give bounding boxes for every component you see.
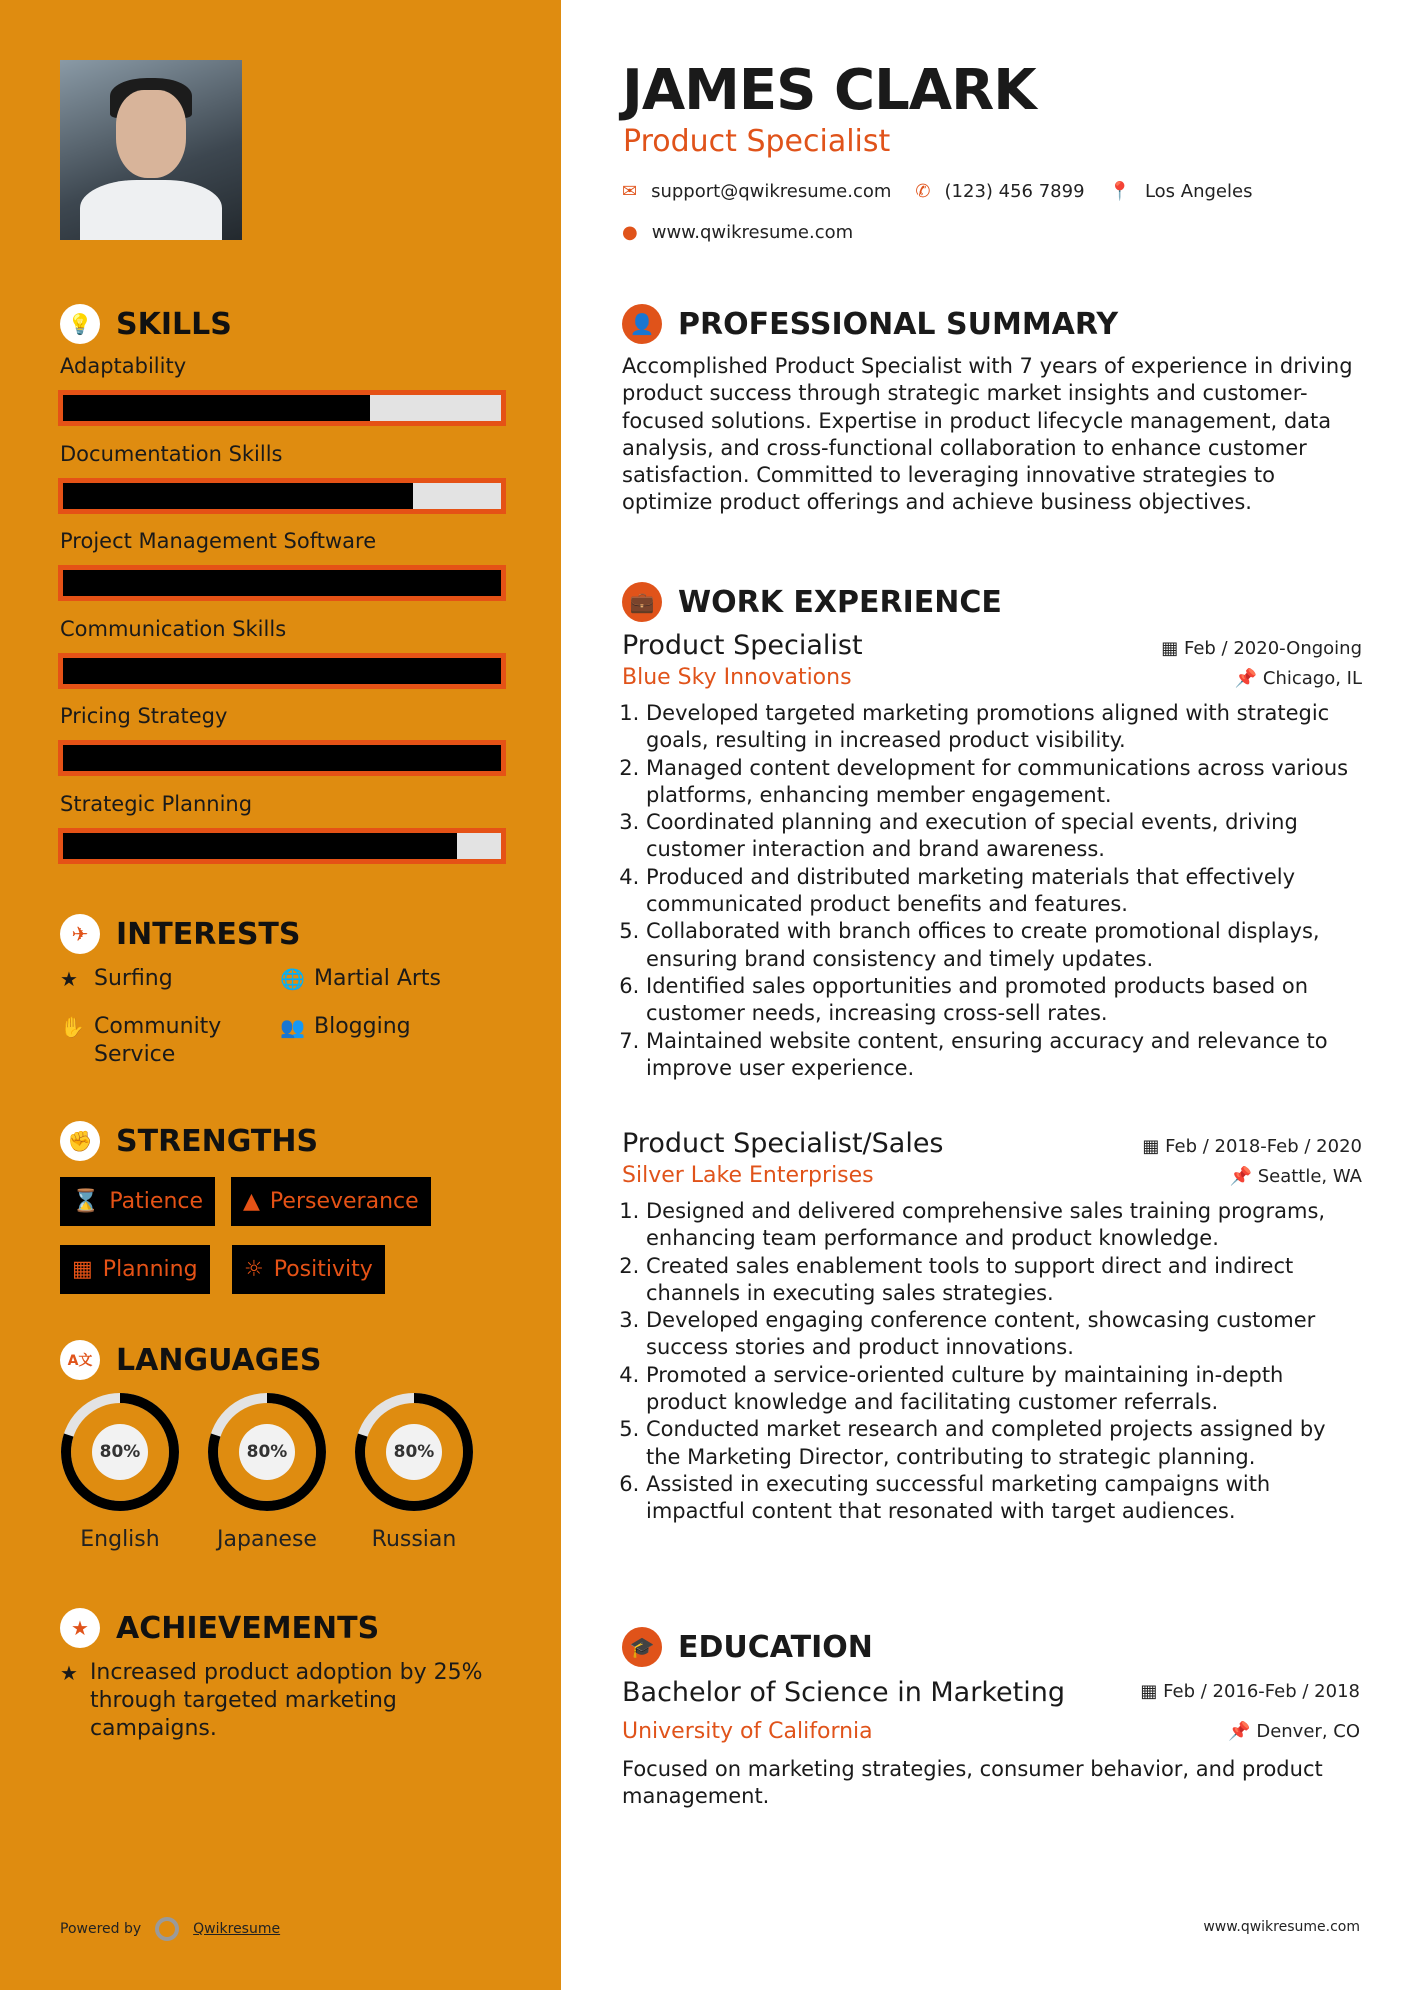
interest-item — [60, 1013, 260, 1069]
job-title: Product Specialist — [622, 630, 863, 661]
education-heading — [622, 1627, 873, 1667]
skill-label: Adaptability — [60, 354, 187, 378]
work-title: WORK EXPERIENCE — [678, 584, 1002, 620]
languages-title: LANGUAGES — [116, 1342, 322, 1378]
skill-item — [58, 704, 506, 776]
dates-text: Feb / 2018-Feb / 2020 — [1165, 1136, 1362, 1157]
job-bullet: 1. Designed and delivered comprehensive sales training programs, enhancing team performance and product knowledge. — [646, 1198, 1362, 1253]
pin-icon: 📌 — [1234, 668, 1263, 689]
strength-chip — [232, 1245, 385, 1294]
strength-label: Perseverance — [269, 1189, 419, 1214]
language-item — [354, 1392, 474, 1512]
interest-label: Community Service — [94, 1014, 222, 1067]
skill-item — [58, 792, 506, 864]
summary-title: PROFESSIONAL SUMMARY — [678, 306, 1119, 342]
achievement-text: Increased product adoption by 25% through targeted marketing campaigns. — [89, 1660, 483, 1741]
job-entry — [622, 630, 1362, 1082]
job-title: Product Specialist/Sales — [622, 1128, 944, 1159]
skill-track — [63, 658, 501, 684]
interest-item — [280, 965, 500, 993]
skill-label: Communication Skills — [60, 616, 287, 641]
work-heading — [622, 582, 1002, 622]
job-bullet: 6. Identified sales opportunities and promoted products based on customer needs, increasing cross-sell rates. — [646, 973, 1362, 1028]
job-dates — [1062, 638, 1362, 659]
phone-icon: ✆ — [915, 181, 931, 202]
language-label: Japanese — [217, 1527, 317, 1552]
website[interactable]: www.qwikresume.com — [651, 222, 854, 243]
footer-url[interactable]: www.qwikresume.com — [1203, 1919, 1360, 1935]
job-bullet: 1. Developed targeted marketing promotions aligned with strategic goals, resulting in increased product visibility. — [646, 700, 1362, 755]
interests-title: INTERESTS — [116, 916, 301, 952]
strength-label: Positivity — [273, 1257, 373, 1282]
achievements-title: ACHIEVEMENTS — [116, 1610, 380, 1646]
paper-plane-icon: ✈ — [60, 914, 100, 954]
graduation-cap-icon: 🎓 — [622, 1627, 662, 1667]
skill-bar — [58, 565, 506, 601]
skill-label: Project Management Software — [60, 529, 377, 554]
languages-heading — [60, 1340, 321, 1380]
globe-icon: ● — [622, 222, 638, 243]
skill-item — [58, 617, 506, 689]
skill-bar — [58, 653, 506, 689]
calendar-icon: ▦ — [1161, 638, 1184, 659]
hourglass-icon: ⌛ — [72, 1189, 100, 1214]
star-icon: ★ — [60, 1661, 78, 1685]
summary-text: Accomplished Product Specialist with 7 years of experience in driving product success through strategic market insights and customer-focused solutions. Expertise in product lifecycle management, data analysis, and cross-functional collaboration to enhance customer satisfaction. Committed to leveraging innovative strategies to optimize product offerings and achieve business objectives. — [622, 354, 1353, 515]
calendar-icon: ▦ — [1142, 1136, 1166, 1157]
interest-item — [60, 965, 260, 993]
calendar-icon: ▦ — [1140, 1681, 1164, 1702]
candidate-title: Product Specialist — [623, 124, 891, 159]
education-description: Focused on marketing strategies, consumer behavior, and product management. — [622, 1757, 1323, 1809]
skill-bar — [58, 478, 506, 514]
skill-label: Pricing Strategy — [60, 704, 228, 729]
skill-bar — [58, 828, 506, 864]
phone: (123) 456 7899 — [944, 181, 1085, 202]
strength-label: Planning — [102, 1257, 198, 1282]
candidate-name: JAMES CLARK — [622, 58, 1036, 123]
skill-fill — [63, 483, 413, 509]
globe-icon: 🌐 — [280, 967, 305, 991]
qwikresume-link[interactable]: Qwikresume — [193, 1921, 281, 1937]
school: University of California — [622, 1719, 873, 1744]
job-bullet: 4. Promoted a service-oriented culture by maintaining in-depth product knowledge and facilitating customer referrals. — [646, 1362, 1362, 1417]
dates-text: Feb / 2016-Feb / 2018 — [1163, 1681, 1360, 1702]
job-bullet: 5. Conducted market research and completed projects assigned by the Marketing Director, contributing to strategic planning. — [646, 1416, 1362, 1471]
location-text: Chicago, IL — [1262, 668, 1362, 689]
skill-item — [58, 442, 506, 514]
pin-icon: 📌 — [1228, 1721, 1257, 1742]
hand-icon: ✋ — [60, 1015, 85, 1039]
job-bullet: 6. Assisted in executing successful marketing campaigns with impactful content that resonated with target audiences. — [646, 1471, 1362, 1526]
strength-label: Patience — [109, 1189, 204, 1214]
skill-item — [58, 529, 506, 601]
skill-label: Strategic Planning — [60, 792, 253, 816]
job-bullets — [622, 1198, 1362, 1526]
email[interactable]: support@qwikresume.com — [651, 181, 892, 202]
powered-by — [60, 1917, 280, 1941]
job-location — [1062, 668, 1362, 689]
skill-item — [58, 354, 506, 426]
strength-chip — [60, 1245, 210, 1294]
interests-heading — [60, 914, 301, 954]
summary-heading — [622, 304, 1118, 344]
location-text: Denver, CO — [1256, 1721, 1360, 1742]
interest-label: Blogging — [314, 1014, 411, 1039]
education-dates — [1060, 1681, 1360, 1702]
education-location — [1060, 1721, 1360, 1742]
skill-fill — [63, 395, 370, 421]
envelope-icon: ✉ — [622, 181, 638, 202]
company: Blue Sky Innovations — [622, 665, 852, 690]
translate-icon: A文 — [60, 1340, 100, 1380]
strengths-heading — [60, 1121, 318, 1161]
website-row — [622, 222, 853, 243]
skill-fill — [63, 745, 501, 771]
degree: Bachelor of Science in Marketing — [622, 1677, 1065, 1708]
skill-track — [63, 745, 501, 771]
location-text: Seattle, WA — [1257, 1166, 1362, 1187]
skill-track — [63, 833, 501, 859]
sun-icon: ☼ — [244, 1257, 264, 1282]
map-pin-icon: 📍 — [1108, 181, 1131, 202]
job-bullet: 2. Created sales enablement tools to support direct and indirect channels in executing sales strategies. — [646, 1253, 1362, 1308]
contact-row — [622, 181, 1252, 202]
job-bullet: 4. Produced and distributed marketing materials that effectively communicated product benefits and features. — [646, 864, 1362, 919]
language-label: Russian — [371, 1527, 457, 1552]
award-icon: ★ — [60, 1608, 100, 1648]
skill-label: Documentation Skills — [60, 441, 283, 466]
job-entry — [622, 1128, 1362, 1526]
job-bullet: 3. Coordinated planning and execution of special events, driving customer interaction and brand awareness. — [646, 809, 1362, 864]
location: Los Angeles — [1144, 181, 1253, 202]
powered-by-label: Powered by — [60, 1921, 142, 1937]
user-icon: 👤 — [622, 304, 662, 344]
skills-heading — [60, 304, 232, 344]
skill-track — [63, 483, 501, 509]
language-percent: 80% — [92, 1424, 148, 1480]
job-bullet: 3. Developed engaging conference content, showcasing customer success stories and product innovations. — [646, 1307, 1362, 1362]
company: Silver Lake Enterprises — [622, 1163, 874, 1188]
interest-item — [280, 1013, 500, 1041]
dates-text: Feb / 2020-Ongoing — [1183, 638, 1362, 659]
interest-label: Surfing — [94, 966, 173, 991]
calendar-icon: ▦ — [72, 1257, 93, 1282]
skill-fill — [63, 833, 457, 859]
users-icon: 👥 — [280, 1015, 305, 1039]
road-icon: ▲ — [243, 1189, 260, 1214]
job-bullet: 2. Managed content development for communications across various platforms, enhancing member engagement. — [646, 755, 1362, 810]
skill-fill — [63, 570, 501, 596]
strength-chip — [231, 1177, 431, 1226]
lightbulb-icon: 💡 — [60, 304, 100, 344]
interest-label: Martial Arts — [314, 966, 442, 991]
qwikresume-logo-icon — [155, 1917, 179, 1941]
fist-icon: ✊ — [60, 1121, 100, 1161]
language-item — [207, 1392, 327, 1512]
strengths-title: STRENGTHS — [116, 1123, 319, 1159]
job-bullets — [622, 700, 1362, 1082]
language-percent: 80% — [386, 1424, 442, 1480]
language-item — [60, 1392, 180, 1512]
skills-title: SKILLS — [116, 306, 232, 342]
skill-bar — [58, 740, 506, 776]
job-dates — [1062, 1136, 1362, 1157]
skill-fill — [63, 658, 501, 684]
skill-track — [63, 395, 501, 421]
profile-photo — [60, 60, 242, 240]
job-bullet: 7. Maintained website content, ensuring accuracy and relevance to improve user experience. — [646, 1028, 1362, 1083]
star-icon: ★ — [60, 967, 78, 991]
skill-track — [63, 570, 501, 596]
job-location — [1062, 1166, 1362, 1187]
pin-icon: 📌 — [1229, 1166, 1258, 1187]
language-label: English — [80, 1527, 160, 1552]
strength-chip — [60, 1177, 215, 1226]
job-bullet: 5. Collaborated with branch offices to create promotional displays, ensuring brand consistency and timely updates. — [646, 918, 1362, 973]
achievement-item — [60, 1659, 500, 1743]
language-percent: 80% — [239, 1424, 295, 1480]
education-title: EDUCATION — [678, 1629, 873, 1665]
briefcase-icon: 💼 — [622, 582, 662, 622]
achievements-heading — [60, 1608, 379, 1648]
skill-bar — [58, 390, 506, 426]
